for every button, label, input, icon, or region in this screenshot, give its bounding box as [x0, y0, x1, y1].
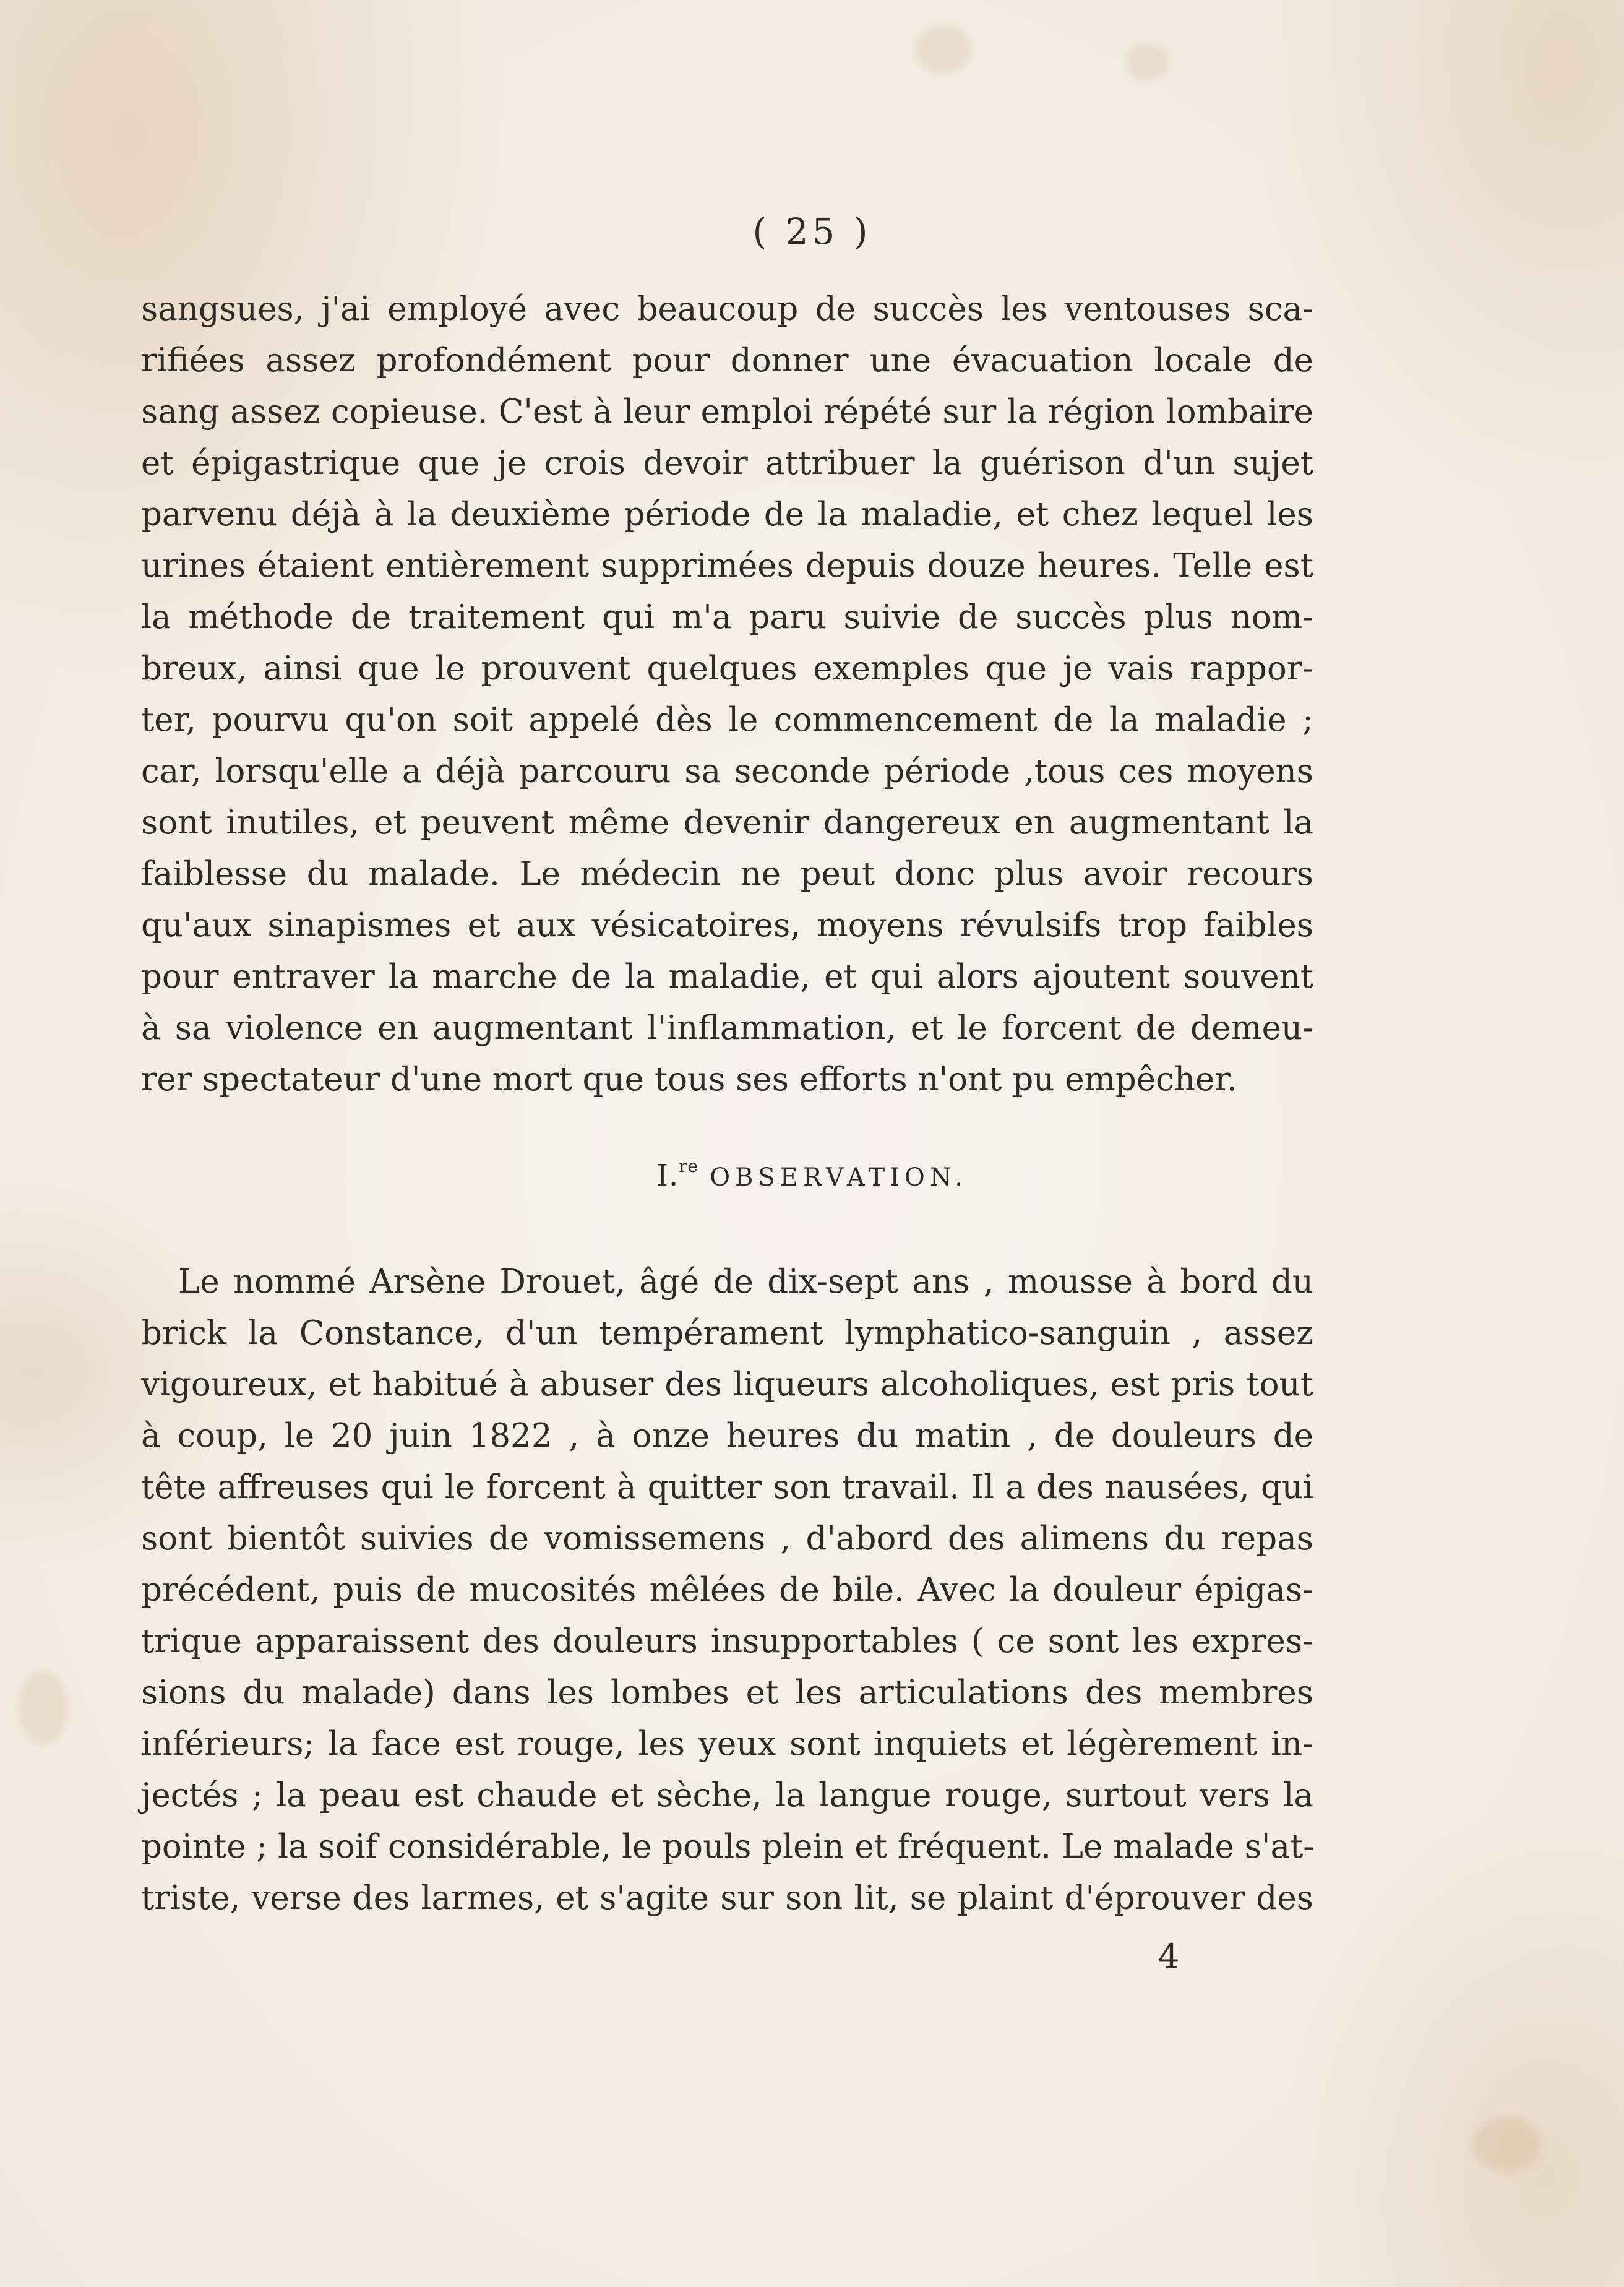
text-line: jectés ; la peau est chaude et sèche, la langue rouge, surtout vers la — [141, 1777, 1313, 1814]
observation-number: I. — [656, 1158, 679, 1193]
foxing-stain — [916, 25, 971, 74]
text-line: parvenu déjà à la deuxième période de la maladie, et chez lequel les — [141, 496, 1313, 533]
observation-heading — [0, 1156, 1624, 1193]
text-line: pointe ; la soif considérable, le pouls plein et fréquent. Le malade s'at- — [141, 1828, 1315, 1866]
page-number: ( 25 ) — [752, 210, 872, 252]
foxing-stain — [1126, 43, 1169, 80]
observation-superscript: re — [679, 1156, 699, 1176]
text-line: à coup, le 20 juin 1822 , à onze heures du matin , de douleurs de — [141, 1417, 1313, 1455]
text-line: sangsues, j'ai employé avec beaucoup de succès les ventouses sca- — [141, 290, 1313, 328]
text-line: brick la Constance, d'un tempérament lymphatico-sanguin , assez — [141, 1314, 1313, 1352]
paragraph-continued — [141, 283, 1313, 1105]
observation-label: OBSERVATION. — [710, 1163, 968, 1192]
text-line: sang assez copieuse. C'est à leur emploi répété sur la région lombaire — [141, 393, 1313, 431]
text-line: et épigastrique que je crois devoir attribuer la guérison d'un sujet — [141, 444, 1313, 482]
text-line: trique apparaissent des douleurs insupportables ( ce sont les expres- — [141, 1622, 1313, 1660]
text-line: pour entraver la marche de la maladie, et qui alors ajoutent souvent — [141, 958, 1313, 996]
text-line: sont inutiles, et peuvent même devenir dangereux en augmentant la — [141, 804, 1313, 842]
text-line: la méthode de traitement qui m'a paru suivie de succès plus nom- — [141, 598, 1313, 636]
text-line: à sa violence en augmentant l'inflammation, et le forcent de demeu- — [141, 1009, 1313, 1047]
text-line: urines étaient entièrement supprimées depuis douze heures. Telle est — [141, 547, 1313, 585]
text-line: tête affreuses qui le forcent à quitter son travail. Il a des nausées, qui — [141, 1468, 1313, 1506]
text-line: car, lorsqu'elle a déjà parcouru sa seconde période ,tous ces moyens — [141, 752, 1313, 790]
observation-paragraph — [141, 1256, 1313, 1924]
text-line: qu'aux sinapismes et aux vésicatoires, moyens révulsifs trop faibles — [141, 907, 1313, 944]
foxing-stain — [19, 1671, 68, 1745]
text-line: sions du malade) dans les lombes et les articulations des membres — [141, 1674, 1313, 1712]
text-line: sont bientôt suivies de vomissemens , d'abord des alimens du repas — [141, 1520, 1313, 1557]
foxing-stain — [1472, 2116, 1540, 2172]
text-line: Le nommé Arsène Drouet, âgé de dix-sept ans , mousse à bord du — [178, 1263, 1313, 1301]
text-line: breux, ainsi que le prouvent quelques exemples que je vais rappor- — [141, 650, 1313, 687]
text-line: faiblesse du malade. Le médecin ne peut donc plus avoir recours — [141, 855, 1313, 893]
text-line: précédent, puis de mucosités mêlées de bile. Avec la douleur épigas- — [141, 1571, 1313, 1609]
text-line: triste, verse des larmes, et s'agite sur son lit, se plaint d'éprouver des — [141, 1879, 1313, 1917]
text-line: inférieurs; la face est rouge, les yeux sont inquiets et légèrement in- — [141, 1725, 1313, 1763]
text-line: ter, pourvu qu'on soit appelé dès le commencement de la maladie ; — [141, 701, 1313, 739]
text-line: rer spectateur d'une mort que tous ses efforts n'ont pu empêcher. — [141, 1061, 1237, 1098]
text-line: rifiées assez profondément pour donner une évacuation locale de — [141, 342, 1313, 379]
text-line: vigoureux, et habitué à abuser des liqueurs alcoholiques, est pris tout — [141, 1366, 1313, 1403]
signature-mark: 4 — [1158, 1937, 1180, 1976]
